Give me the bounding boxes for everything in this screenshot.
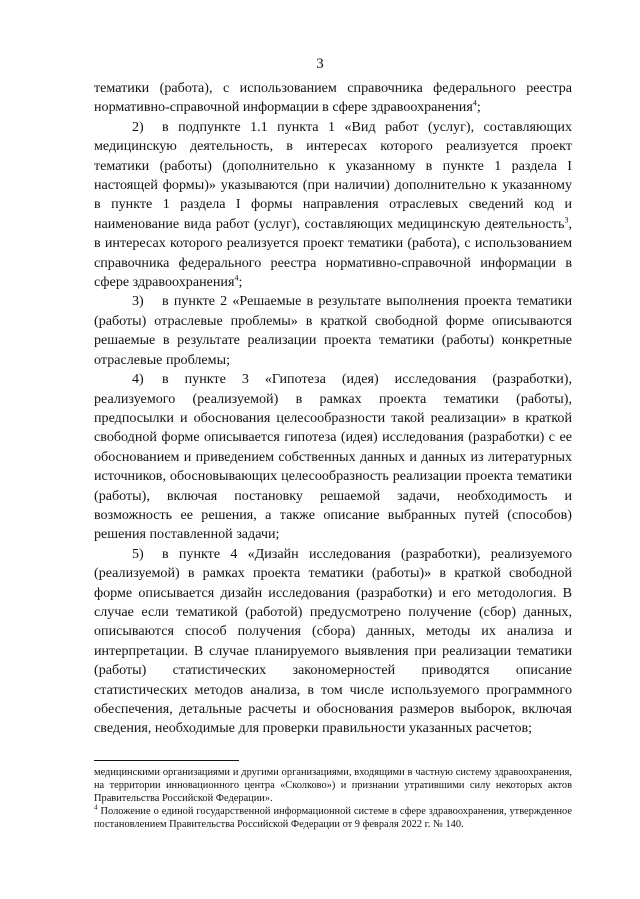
page-number: 3 <box>316 56 324 72</box>
paragraph-text: в пункте 2 «Решаемые в результате выполнения проекта тематики (работы) отраслевые проблемы» в краткой свободной форме описываются решаемые в результате реализации проекта тематики (работы) конкретные отраслевые проблемы; <box>94 293 572 368</box>
footnote-mark: 4 <box>94 803 98 812</box>
paragraph-continuation <box>94 79 572 118</box>
paragraph-text: в пункте 3 «Гипотеза (идея) исследования (разработки), реализуемого (реализуемой) в рамках проекта тематики (работы), предпосылки и обоснования целесообразности такой реализации» в краткой свободной форме описывается гипотеза (идея) исследования (разработки) с ее обоснованием и приведением собственных данных и данных из литературных источников, обосновывающих целесообразность реализации проекта тематики (работы), включая постановку решаемой задачи, необходимость и возможность ее решения, а также описание выбранных путей (способов) решения поставленной задачи; <box>94 371 572 543</box>
paragraph-text: в пункте 4 «Дизайн исследования (разработки), реализуемого (реализуемой) в рамках проекта тематики (работы)» в краткой свободной форме описывается дизайн исследования (разработки) и его методология. В случае если тематикой (работой) предусмотрено получение (сбор) данных, описываются способ получения (сбора) данных, методы их анализа и интерпретации. В случае планируемого выявления при реализации тематики (работы) статистических закономерностей приводятся описание статистических методов анализа, в том числе используемого программного обеспечения, детальные расчеты и обоснования размеров выборок, включая сведения, необходимые для проверки правильности указанных расчетов; <box>94 545 572 737</box>
footnote-text: Положение о единой государственной информационной системе в сфере здравоохранения, утвержденное постановлением Правительства Российской Федерации от 9 февраля 2022 г. № 140. <box>94 805 572 830</box>
paragraph-tail: ; <box>238 274 243 291</box>
paragraph-item-3 <box>94 292 572 370</box>
paragraph-text: тематики (работа), с использованием справочника федерального реестра нормативно-справочной информации в сфере здравоохранения <box>94 80 572 116</box>
body-text <box>94 79 572 739</box>
item-number: 3) <box>132 293 144 310</box>
item-number: 4) <box>132 371 144 388</box>
footnote-ref[interactable]: 4 <box>472 98 477 108</box>
paragraph-text: в подпункте 1.1 пункта 1 «Вид работ (услуг), составляющих медицинскую деятельность, в интересах которого реализуется проект тематики (работы) (дополнительно к указанному в пункте 1 раздела I настоящей формы)» указываются (при наличии) дополнительно к указанному в пункте 1 раздела I формы направления отраслевых сведений код и наименование вида работ (услуг), составляющих медицинскую деятельность <box>94 118 572 232</box>
paragraph-item-4 <box>94 370 572 545</box>
footnote-ref[interactable]: 3 <box>564 215 569 225</box>
paragraph-item-5 <box>94 545 572 739</box>
paragraph-item-2 <box>94 118 572 293</box>
paragraph-tail: , в интересах которого реализуется проект тематики (работа), с использованием справочника федерального реестра нормативно-справочной информации в сфере здравоохранения <box>94 215 572 291</box>
footnote-separator <box>94 760 239 761</box>
footnotes <box>94 767 572 832</box>
item-number: 2) <box>132 118 144 135</box>
paragraph-tail: ; <box>476 99 481 116</box>
footnote-continuation: медицинскими организациями и другими организациями, входящими в частную систему здравоохранения, на территории инновационного центра «Сколково») и признании утратившими силу некоторых актов Правительства Российской Федерации». <box>94 767 572 804</box>
footnote-4 <box>94 803 572 832</box>
item-number: 5) <box>132 545 144 562</box>
footnote-ref[interactable]: 4 <box>234 273 239 283</box>
